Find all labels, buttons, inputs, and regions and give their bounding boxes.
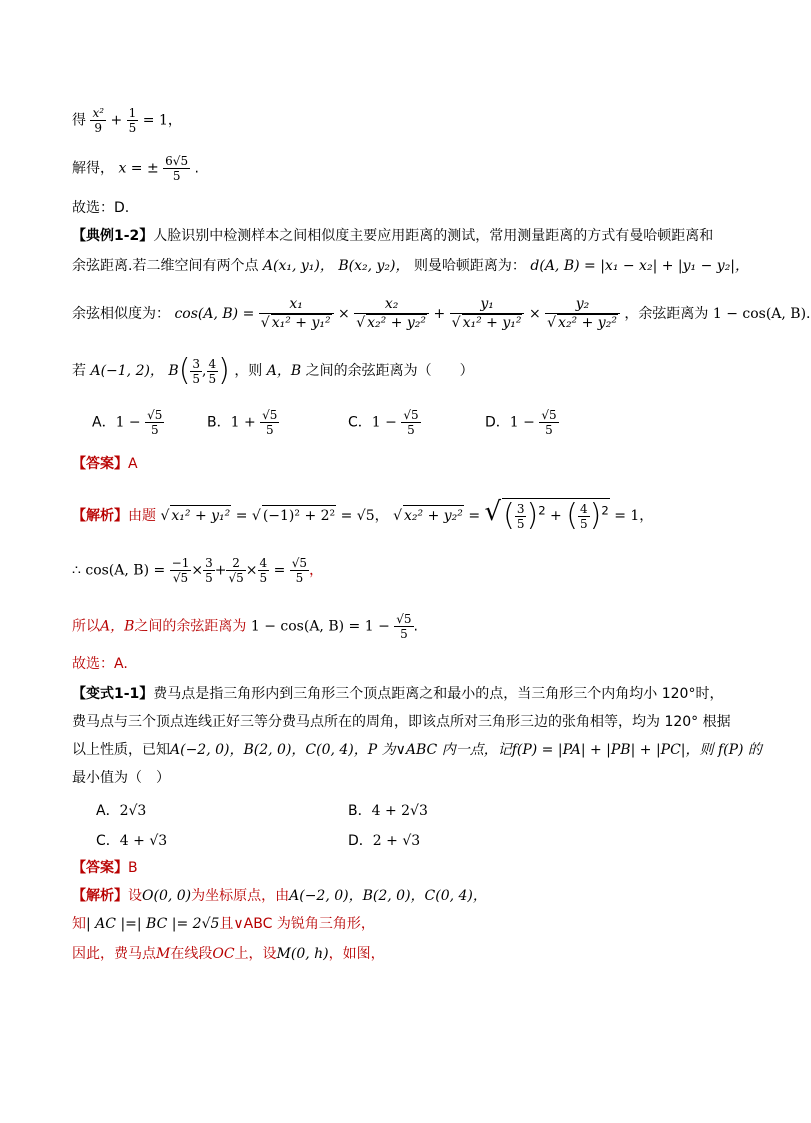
solution-line: ∴ cos(A, B) = $\frac{-1}{√5}$ × $\frac{3}{5}$ + $\frac{2}{√5}$ × $\frac{4}{5}$ = $\frac{√5}{5}$ ，	[72, 556, 324, 585]
variant-heading: 【变式1-1】费马点是指三角形内到三角形三个顶点距离之和最小的点，当三角形三个内角均小 120°时，	[72, 686, 724, 702]
fraction: $\frac{\text{x₁}}{\text{√ x₁² + y₁²}}$	[259, 296, 334, 332]
paragraph-line: 费马点与三个顶点连线正好三等分费马点所在的周角，即该点所对三角形三边的张角相等，均为 120° 根据	[72, 714, 731, 730]
option-d: D．2 + √3	[348, 833, 421, 849]
manhattan-formula: d(A, B) = |x₁ − x₂| + |y₁ − y₂|，	[530, 258, 750, 274]
solution-line: 所以A，B之间的余弦距离为 1 − cos(A, B) = 1 − $\frac{√5}{5}$ .	[72, 612, 418, 641]
option-b: B．4 + 2√3	[348, 803, 428, 819]
text: 得	[72, 112, 86, 129]
fraction: $\frac{\text{x²}}{9}$	[92, 106, 105, 135]
variant-tag: 【变式1-1】	[72, 686, 154, 702]
option-c: C．1 − $\frac{√5}{5}$	[348, 408, 419, 437]
example-heading: 【典例1-2】人脸识别中检测样本之间相似度主要应用距离的测试，常用测量距离的方式有曼哈顿距离和	[72, 228, 714, 244]
fraction: $\frac{\text{y₂}}{\text{√ x₂² + y₂²}}$	[545, 296, 620, 332]
answer-line: 【答案】B	[72, 860, 138, 876]
option-b: B．1 + $\frac{√5}{5}$	[207, 408, 278, 437]
option-c: C．4 + √3	[96, 833, 168, 849]
option-a: A．1 − $\frac{√5}{5}$	[92, 408, 163, 437]
solution-line: 因此，费马点M在线段OC上，设M(0, h)，如图，	[72, 946, 385, 962]
choice-line: 故选：A.	[72, 656, 128, 672]
question-line: 若 A(−1, 2)， B( $\frac{3}{5}$ , $\frac{4}{5}$ ) ，则 A，B 之间的余弦距离为（ ）	[72, 353, 474, 388]
paragraph-line: 余弦距离.若二维空间有两个点 A(x₁, y₁)， B(x₂, y₂)， 则曼哈顿距离为： d(A, B) = |x₁ − x₂| + |y₁ − y₂|，	[72, 258, 750, 274]
solution-line: 【解析】由题 √ x₁² + y₁² = √ (−1)² + 2² = √5， √ x₂² + y₂² = √( $\frac{3}{5}$ )$^2$ + ( $\frac{4}{5}$ )$^2$ = 1，	[72, 497, 654, 533]
fraction: $\frac{6√5}{5}$	[165, 154, 189, 183]
example-tag: 【典例1-2】	[72, 228, 154, 244]
choice-line: 故选：D.	[72, 200, 130, 216]
equation-line: 得 $\frac{\text{x²}}{9}$ + $\frac{1}{5}$ = 1，	[72, 106, 182, 135]
fraction: $\frac{1}{5}$	[128, 106, 137, 135]
fraction: $\frac{\text{x₂}}{\text{√ x₂² + y₂²}}$	[354, 296, 429, 332]
option-a: A．2√3	[96, 803, 147, 819]
paragraph-line: 以上性质，已知A(−2, 0)，B(2, 0)，C(0, 4)，P 为∨ABC 内一点，记f(P) = |PA| + |PB| + |PC|，则 f(P) 的	[72, 742, 762, 758]
answer-line: 【答案】A	[72, 456, 138, 472]
cosine-formula-line: 余弦相似度为： cos(A, B) = $\frac{\text{x₁}}{\text{√ x₁² + y₁²}}$ × $\frac{\text{x₂}}{\text{√ x₂² + y₂²}}$ + $\frac{\text{y₁}}{\text{√ x₁² + y₁²}}$ × $\frac{\text{y₂}}{\text{√ x₂² + y₂²}}$ ，余弦距离为 1 − cos(A, B).	[72, 296, 811, 331]
fraction: $\frac{\text{y₁}}{\text{√ x₁² + y₁²}}$	[450, 296, 525, 332]
solution-line: 知| AC |=| BC |= 2√5且∨ABC 为锐角三角形，	[72, 916, 375, 932]
option-d: D．1 − $\frac{√5}{5}$	[485, 408, 557, 437]
solution-line: 【解析】设O(0, 0)为坐标原点，由A(−2, 0)，B(2, 0)，C(0, 4)，	[72, 888, 487, 904]
paragraph-line: 最小值为（ ）	[72, 770, 170, 786]
solution-line: 解得， x = ± $\frac{6√5}{5}$ .	[72, 154, 199, 183]
